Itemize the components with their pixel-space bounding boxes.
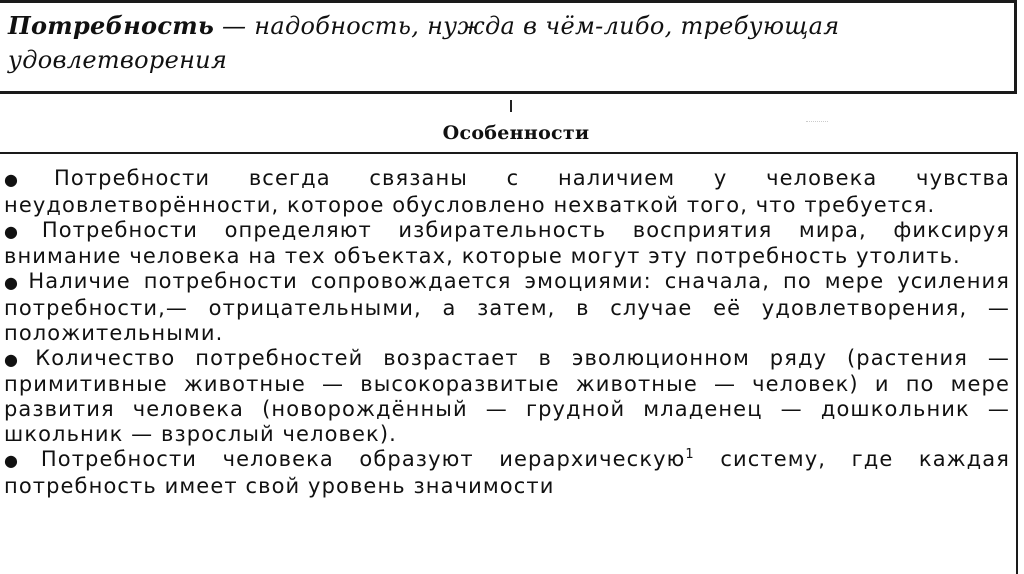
features-item-text: Наличие потребности сопровождается эмоциями: сначала, по мере усиления потребности,— отрицательными, а затем, в случае её удовлетворения, — положительными.	[4, 269, 1011, 345]
bullet-icon: ●	[4, 273, 25, 293]
features-header	[0, 115, 1018, 151]
features-item-text: Потребности всегда связаны с наличием у человека чувства неудовлетворённости, которое обусловлено нехваткой того, что требуется.	[4, 166, 1010, 217]
features-item-text: Потребности определяют избирательность восприятия мира, фиксируя внимание человека на тех объектах, которые могут эту потребность утолить.	[4, 217, 1010, 269]
bullet-icon: ●	[4, 221, 38, 241]
definition-text	[8, 9, 1006, 77]
features-item	[4, 166, 1010, 218]
definition-term: Потребность	[8, 11, 215, 40]
connector-line	[510, 100, 512, 112]
features-item	[4, 218, 1010, 270]
features-item-text: Количество потребностей возрастает в эволюционном ряду (растения — примитивные животные — высокоразвитые животные — человек) и по мере развития человека (новорождённый — грудной младенец — дошкольник — школьник — взрослый человек).	[4, 345, 1010, 446]
features-item	[4, 269, 1010, 345]
features-item	[4, 447, 1010, 499]
features-item-text-end: систему, где каждая потребность имеет свой уровень значимости	[4, 446, 1010, 498]
features-box	[0, 152, 1018, 574]
features-item-text-start: Потребности человека образуют иерархическую	[40, 446, 686, 471]
bullet-icon: ●	[4, 170, 50, 189]
footnote-marker: 1	[685, 446, 695, 462]
bullet-icon: ●	[4, 349, 32, 369]
bullet-icon: ●	[4, 450, 37, 470]
features-title: Особенности	[442, 122, 590, 144]
definition-box	[0, 0, 1017, 94]
features-item	[4, 346, 1010, 447]
features-list	[0, 154, 1016, 498]
definition-body: — надобность, нужда в чём-либо, требующая удовлетворения	[8, 12, 840, 74]
